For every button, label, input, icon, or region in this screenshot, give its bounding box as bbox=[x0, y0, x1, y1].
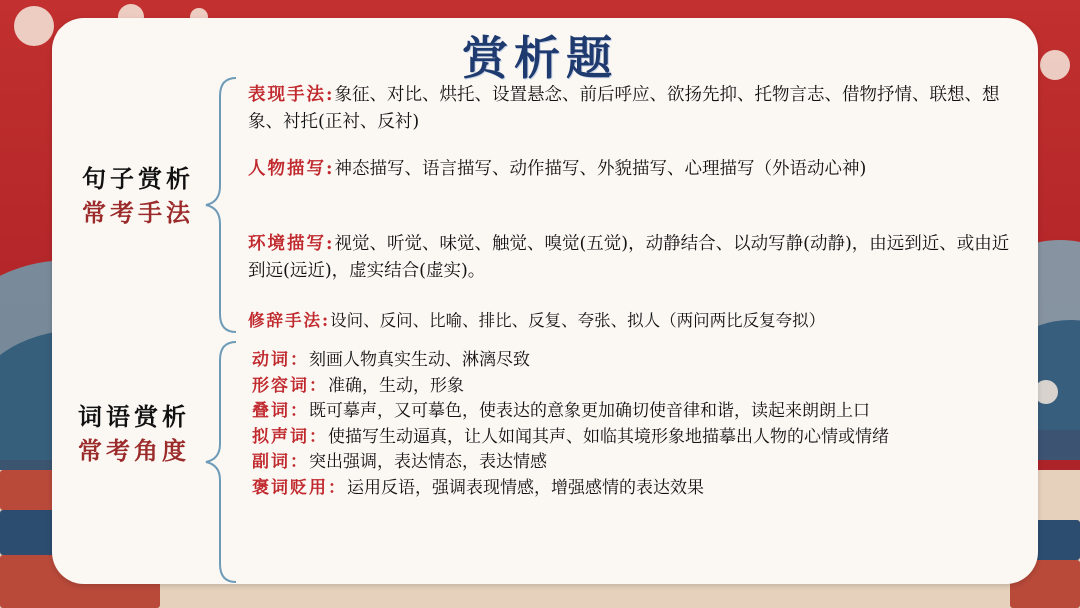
word-angle-value: 既可摹声，又可摹色，使表达的意象更加确切使音律和谐，读起来朗朗上口 bbox=[309, 401, 870, 421]
technique-environment-key: 环境描写: bbox=[248, 234, 335, 254]
word-angle-key: 形容词： bbox=[252, 375, 328, 396]
technique-character-value: 神态描写、语言描写、动作描写、外貌描写、心理描写（外语动心神) bbox=[334, 159, 867, 179]
word-angles-list bbox=[252, 348, 972, 501]
page-title: 赏析题 bbox=[462, 31, 618, 85]
word-angle-value: 突出强调，表达情态，表达情感 bbox=[309, 452, 547, 472]
word-angle-value: 运用反语，强调表现情感，增强感情的表达效果 bbox=[347, 477, 704, 498]
technique-character bbox=[248, 156, 1008, 183]
technique-rhetoric bbox=[248, 307, 1038, 334]
word-angle-value: 使描写生动逼真，让人如闻其声、如临其境形象地描摹出人物的心情或情绪 bbox=[328, 426, 889, 447]
word-analysis-subtitle: 常考角度 bbox=[78, 436, 190, 465]
word-analysis-label bbox=[78, 400, 190, 468]
technique-expression bbox=[248, 82, 1008, 136]
word-angle-item bbox=[252, 399, 972, 425]
word-angle-key: 拟声词： bbox=[252, 426, 328, 447]
sentence-brace bbox=[200, 76, 240, 334]
technique-rhetoric-key: 修辞手法: bbox=[248, 311, 331, 330]
sentence-analysis-title: 句子赏析 bbox=[82, 164, 194, 193]
word-brace bbox=[200, 340, 240, 584]
word-angle-value: 准确，生动，形象 bbox=[328, 375, 464, 396]
sentence-analysis-label bbox=[82, 162, 194, 230]
technique-expression-key: 表现手法: bbox=[248, 85, 335, 105]
word-angle-item bbox=[252, 476, 972, 502]
word-angle-key: 动词： bbox=[252, 350, 309, 370]
technique-environment bbox=[248, 231, 1018, 285]
word-angle-key: 叠词： bbox=[252, 401, 309, 421]
word-angle-item bbox=[252, 348, 972, 374]
word-angle-item bbox=[252, 425, 972, 451]
technique-expression-value: 象征、对比、烘托、设置悬念、前后呼应、欲扬先抑、托物言志、借物抒情、联想、想象、衬托(正衬、反衬) bbox=[248, 85, 1000, 132]
word-angle-key: 褒词贬用： bbox=[252, 477, 347, 498]
word-analysis-title: 词语赏析 bbox=[78, 402, 190, 431]
word-angle-item bbox=[252, 374, 972, 400]
technique-character-key: 人物描写: bbox=[248, 159, 335, 179]
word-angle-key: 副词： bbox=[252, 452, 309, 472]
sentence-analysis-subtitle: 常考手法 bbox=[82, 198, 194, 227]
word-angle-item bbox=[252, 450, 972, 476]
word-angle-value: 刻画人物真实生动、淋漓尽致 bbox=[309, 350, 530, 370]
technique-environment-value: 视觉、听觉、味觉、触觉、嗅觉(五觉)，动静结合、以动写静(动静)，由远到近、或由近到远(远近)，虚实结合(虚实)。 bbox=[248, 234, 1010, 281]
technique-rhetoric-value: 设问、反问、比喻、排比、反复、夸张、拟人（两问两比反复夸拟） bbox=[330, 311, 826, 330]
